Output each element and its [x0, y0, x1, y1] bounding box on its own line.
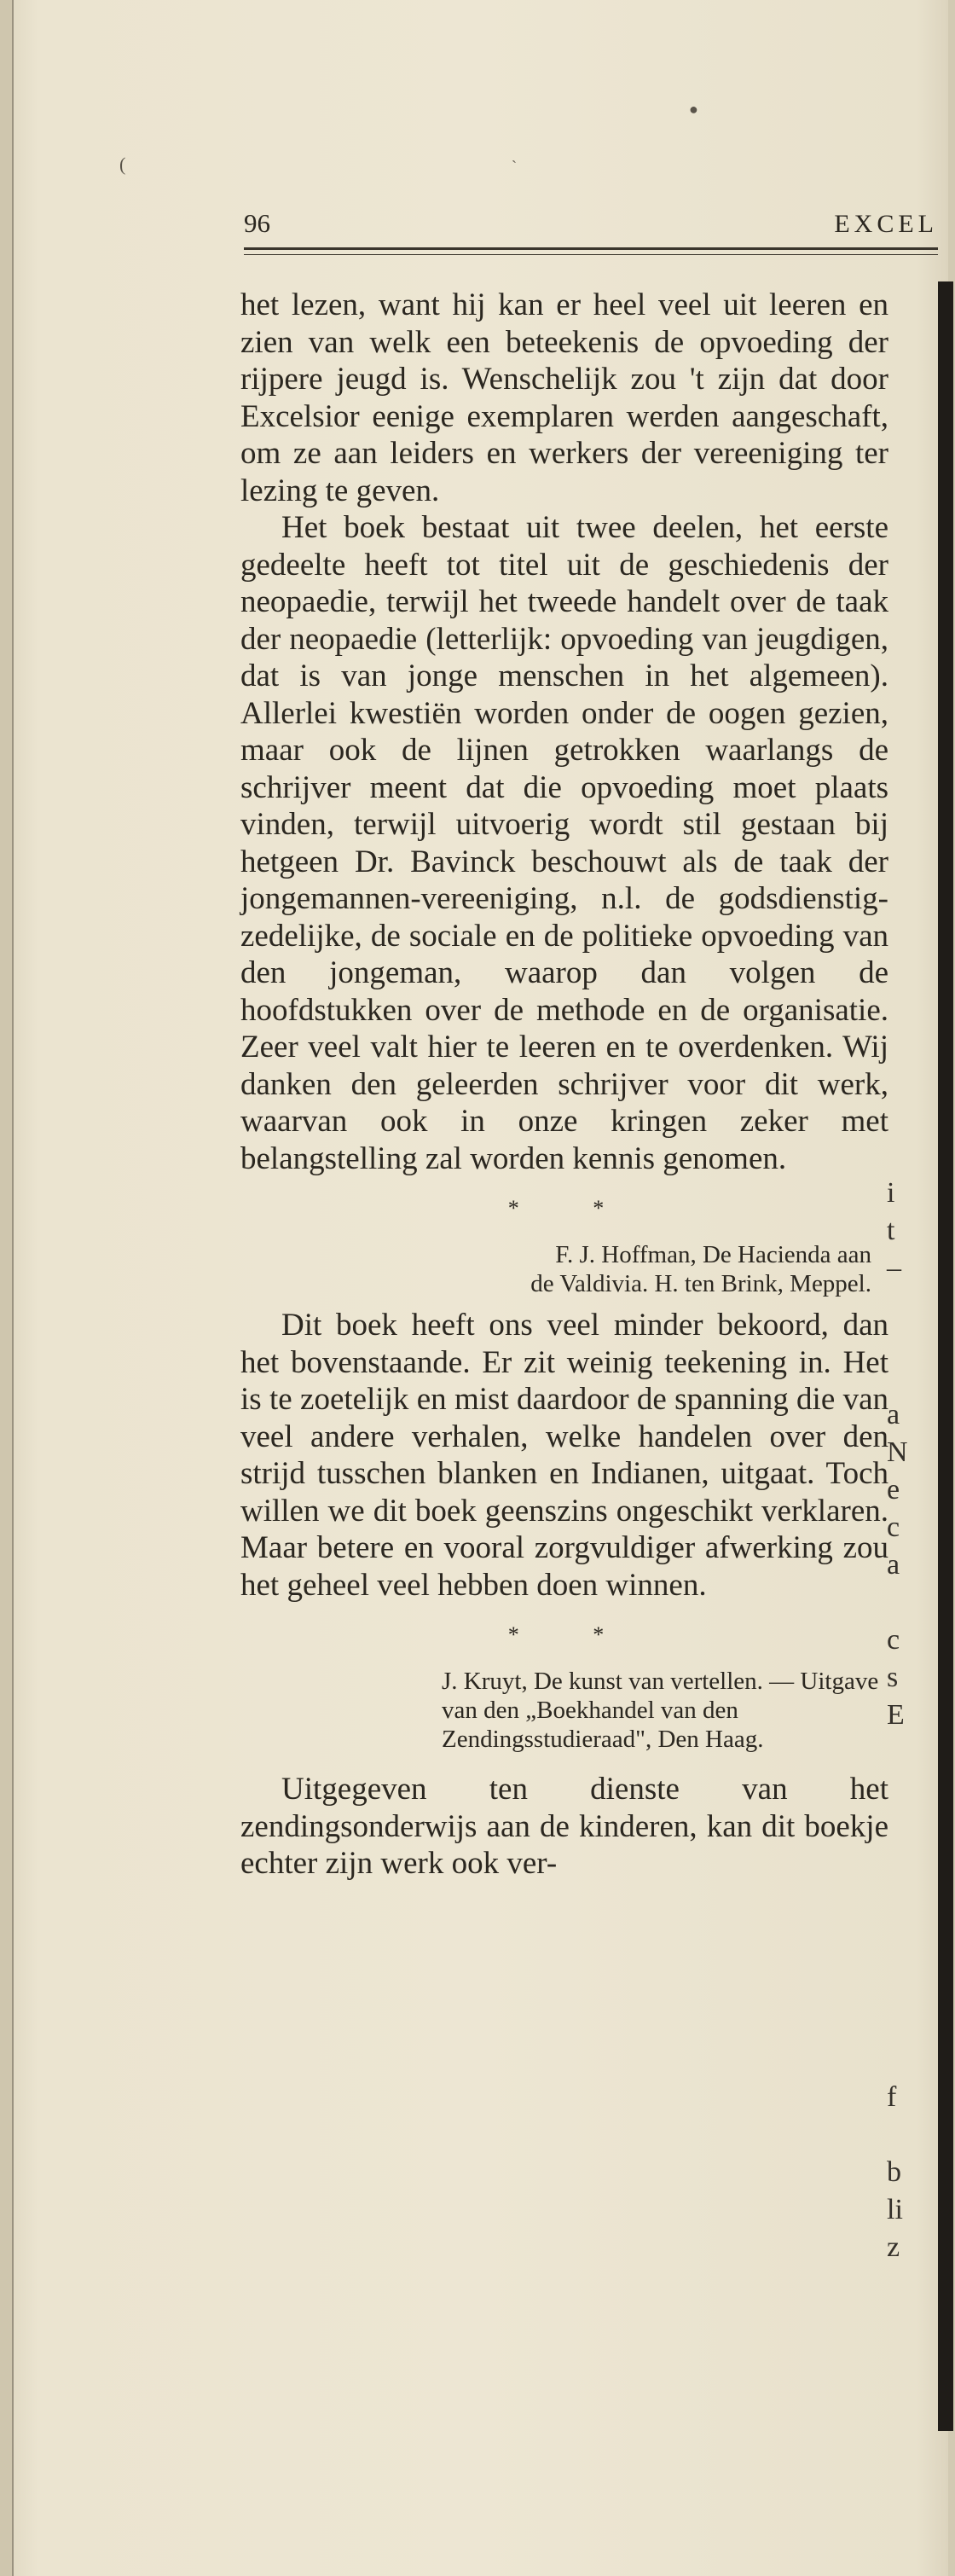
fragment-letter: li [887, 2194, 903, 2225]
header-rule [244, 247, 938, 250]
page-number: 96 [244, 208, 270, 238]
page-header [244, 208, 938, 242]
smudge-mark: ` [512, 158, 517, 175]
fragment-letter: s [887, 1662, 899, 1693]
fragment-letter: c [887, 1511, 900, 1543]
fragment-letter: – [887, 1252, 901, 1284]
fragment-letter: c [887, 1624, 900, 1656]
fragment-letter: E [887, 1699, 905, 1731]
book-citation [240, 1240, 888, 1298]
fragment-letter: t [887, 1215, 895, 1246]
paragraph: Uitgegeven ten dienste van het zendingsonderwijs aan de kinderen, kan dit boekje echter zijn werk ook ver- [240, 1772, 888, 1881]
fragment-letter: b [887, 2156, 901, 2188]
citation-line: F. J. Hoffman, De Hacienda aan [555, 1241, 871, 1268]
page-left-edge [0, 0, 14, 2576]
book-citation: J. Kruyt, De kunst van vertellen. — Uitgave van den „Boekhandel van den Zendingsstudieraad", Den Haag. [442, 1668, 879, 1753]
fragment-letter: a [887, 1549, 900, 1581]
text-column [240, 287, 888, 1883]
section-separator: * * [507, 1196, 639, 1221]
running-title: EXCEL [834, 210, 938, 238]
section-separator: * * [507, 1622, 639, 1647]
fragment-letter: i [887, 1177, 895, 1209]
fragment-letter: e [887, 1474, 900, 1506]
fragment-letter: N [887, 1436, 908, 1468]
paragraph: Het boek bestaat uit twee deelen, het eerste gedeelte heeft tot titel uit de geschiedenis der neopaedie, terwijl het tweede handelt over de taak der neopaedie (letterlijk: opvoeding van jeugdigen, dat is van jonge menschen in het algemeen). Allerlei kwestiën worden onder de oogen gezien, maar ook de lijnen getrokken waarlangs de schrijver meent dat die opvoeding moet plaats vinden, terwijl uitvoerig wordt stil gestaan bij hetgeen Dr. Bavinck beschouwt als de taak der jongemannen-vereeniging, n.l. de godsdienstig-zedelijke, de sociale en de politieke opvoeding van den jongeman, waarop dan volgen de hoofdstukken over de methode en de organisatie. Zeer veel valt hier te leeren en te overdenken. Wij danken den geleerden schrijver voor dit werk, waarvan ook in onze kringen zeker met belangstelling zal worden kennis genomen. [240, 510, 888, 1176]
citation-line: de Valdivia. H. ten Brink, Meppel. [530, 1270, 871, 1297]
fragment-letter: z [887, 2231, 900, 2263]
paragraph: Dit boek heeft ons veel minder bekoord, dan het bovenstaande. Er zit weinig teekening in. Het is te zoetelijk en mist daardoor de spanning die van veel andere verhalen, welke handelen over den strijd tusschen blanken en Indianen, uitgaat. Toch willen we dit boek geenszins ongeschikt verklaren. Maar betere en vooral zorgvuldiger afwerking zou het geheel veel hebben doen winnen. [240, 1308, 888, 1603]
adjacent-column-fragments [887, 0, 938, 2576]
smudge-mark: ( [119, 154, 126, 175]
fragment-letter: f [887, 2081, 897, 2113]
ink-dot: ● [689, 101, 698, 118]
header-rule-thin [244, 254, 938, 255]
adjacent-page-shadow [938, 281, 953, 2431]
fragment-letter: a [887, 1399, 900, 1430]
paragraph: het lezen, want hij kan er heel veel uit leeren en zien van welk een beteekenis de opvoeding der rijpere jeugd is. Wenschelijk zou 't zijn dat door Excelsior eenige exemplaren werden aangeschaft, om ze aan leiders en werkers der vereeniging ter lezing te geven. [240, 287, 888, 508]
